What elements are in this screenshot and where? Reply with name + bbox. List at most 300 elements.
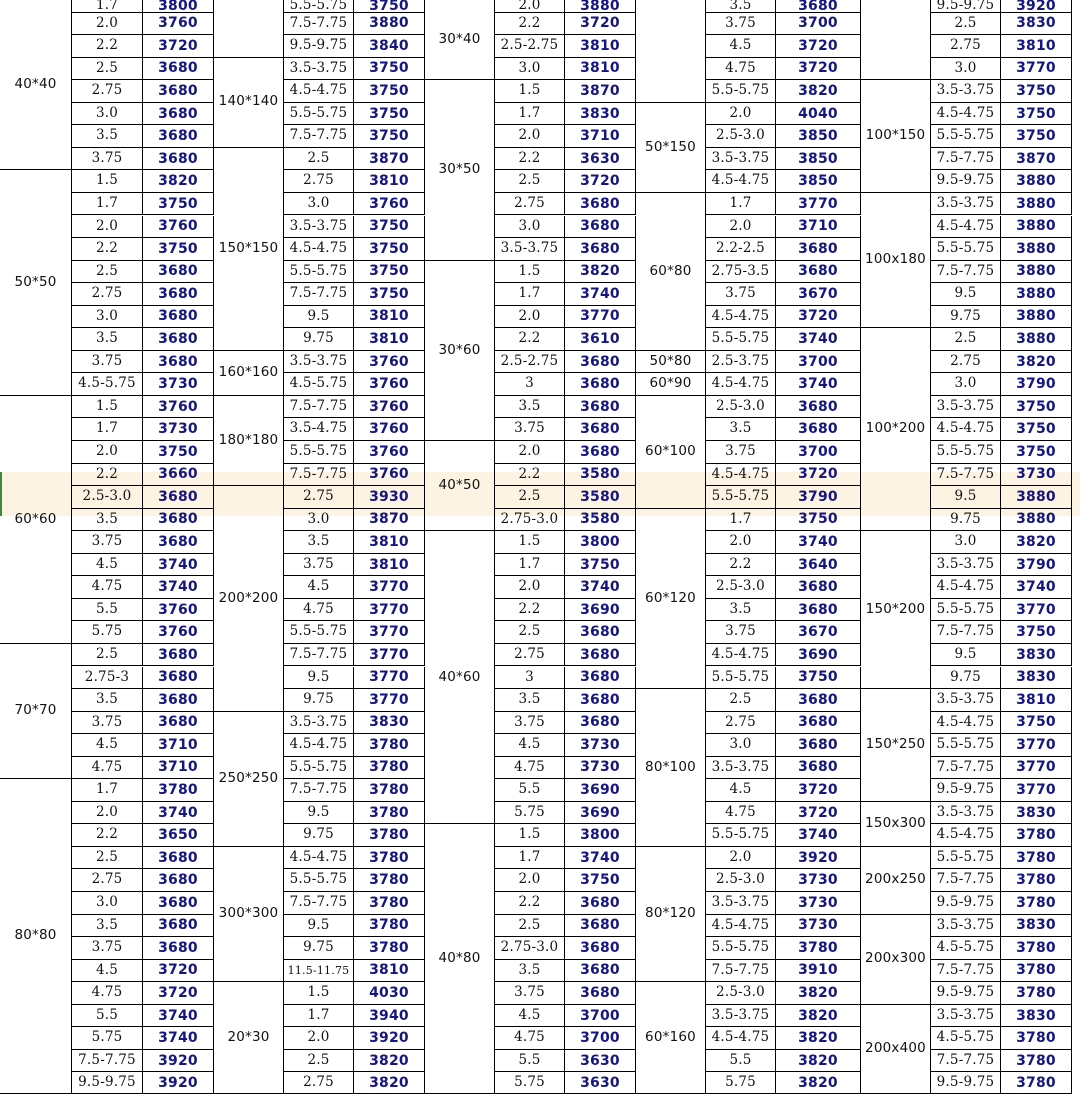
price-cell: 3880 xyxy=(354,13,425,36)
thickness-cell: 3.5-3.75 xyxy=(931,554,1001,577)
thickness-cell: 7.5-7.75 xyxy=(931,464,1001,487)
price-cell: 3580 xyxy=(565,464,636,487)
price-cell: 3700 xyxy=(776,441,861,464)
thickness-cell: 5.5 xyxy=(706,1050,776,1073)
price-cell: 3770 xyxy=(1001,757,1072,780)
price-cell: 3750 xyxy=(354,283,425,306)
price-cell: 3880 xyxy=(1001,486,1072,509)
price-cell: 3780 xyxy=(1001,847,1072,870)
price-cell: 3750 xyxy=(1001,103,1072,126)
thickness-cell: 2.75-3.0 xyxy=(495,937,565,960)
thickness-cell: 2.5-3.0 xyxy=(706,982,776,1005)
price-cell: 3810 xyxy=(1001,689,1072,712)
price-cell: 3740 xyxy=(143,1027,214,1050)
size-cell: 140*140 xyxy=(214,58,284,148)
price-cell: 3680 xyxy=(565,937,636,960)
price-cell: 3680 xyxy=(143,531,214,554)
price-cell: 3740 xyxy=(565,576,636,599)
price-cell: 3750 xyxy=(143,238,214,261)
price-cell: 3780 xyxy=(1001,1027,1072,1050)
price-cell: 3680 xyxy=(776,238,861,261)
thickness-cell: 7.5-7.75 xyxy=(931,148,1001,171)
price-cell: 3820 xyxy=(776,1050,861,1073)
thickness-cell: 3.75 xyxy=(72,937,143,960)
thickness-cell: 3.0 xyxy=(284,509,354,532)
price-cell: 3770 xyxy=(354,667,425,690)
thickness-cell: 2.5 xyxy=(931,328,1001,351)
price-cell: 3810 xyxy=(565,58,636,81)
price-cell: 3680 xyxy=(565,441,636,464)
price-cell: 3690 xyxy=(565,802,636,825)
price-cell: 3690 xyxy=(565,599,636,622)
price-cell: 3750 xyxy=(1001,418,1072,441)
price-cell: 3680 xyxy=(143,351,214,374)
thickness-cell: 9.5-9.75 xyxy=(72,1072,143,1094)
price-cell: 3830 xyxy=(1001,644,1072,667)
thickness-cell: 2.5 xyxy=(72,58,143,81)
thickness-cell: 5.75 xyxy=(706,1072,776,1094)
price-cell: 3720 xyxy=(776,464,861,487)
price-cell: 3680 xyxy=(565,621,636,644)
thickness-cell: 3.5-3.75 xyxy=(931,1005,1001,1028)
price-cell: 3830 xyxy=(565,103,636,126)
thickness-cell: 4.5-4.75 xyxy=(931,418,1001,441)
thickness-cell: 9.75 xyxy=(931,667,1001,690)
price-cell: 3720 xyxy=(143,35,214,58)
thickness-cell: 9.5-9.75 xyxy=(931,170,1001,193)
thickness-cell: 5.5-5.75 xyxy=(706,937,776,960)
thickness-cell: 5.5-5.75 xyxy=(706,486,776,509)
price-cell: 3780 xyxy=(354,847,425,870)
price-cell: 3720 xyxy=(776,35,861,58)
size-cell: 40*80 xyxy=(425,824,495,1094)
thickness-cell: 4.75 xyxy=(72,576,143,599)
price-cell: 3730 xyxy=(776,869,861,892)
thickness-cell: 2.5-3.75 xyxy=(706,351,776,374)
price-cell: 3720 xyxy=(565,13,636,36)
price-cell: 3680 xyxy=(143,103,214,126)
price-cell: 3870 xyxy=(354,148,425,171)
thickness-cell: 1.7 xyxy=(72,0,143,13)
size-cell: 60*120 xyxy=(636,509,706,689)
thickness-cell: 3.0 xyxy=(931,531,1001,554)
price-cell: 3760 xyxy=(354,193,425,216)
thickness-cell: 5.5-5.75 xyxy=(706,80,776,103)
thickness-cell: 2.5 xyxy=(72,261,143,284)
price-cell: 3830 xyxy=(1001,13,1072,36)
thickness-cell: 3.5-3.75 xyxy=(706,148,776,171)
size-cell: 250*250 xyxy=(214,712,284,847)
price-cell: 3770 xyxy=(354,644,425,667)
price-cell: 3820 xyxy=(776,80,861,103)
thickness-cell: 2.0 xyxy=(706,103,776,126)
price-cell: 3760 xyxy=(143,621,214,644)
thickness-cell: 9.5-9.75 xyxy=(931,982,1001,1005)
thickness-cell: 1.7 xyxy=(706,509,776,532)
thickness-cell: 3.75 xyxy=(495,418,565,441)
thickness-cell: 2.75 xyxy=(284,1072,354,1094)
price-cell: 3760 xyxy=(354,464,425,487)
price-cell: 3680 xyxy=(143,915,214,938)
thickness-cell: 4.5-5.75 xyxy=(931,937,1001,960)
thickness-cell: 2.5-3.0 xyxy=(706,396,776,419)
thickness-cell: 4.5-5.75 xyxy=(931,1027,1001,1050)
price-cell: 3680 xyxy=(776,757,861,780)
thickness-cell: 5.5-5.75 xyxy=(931,125,1001,148)
size-cell: 60*90 xyxy=(636,373,706,396)
size-cell xyxy=(861,0,931,80)
size-cell: 100*150 xyxy=(861,80,931,193)
price-cell: 3770 xyxy=(354,576,425,599)
price-cell: 3760 xyxy=(143,396,214,419)
price-cell: 3770 xyxy=(354,689,425,712)
price-cell: 3680 xyxy=(776,576,861,599)
thickness-cell: 4.5-4.75 xyxy=(284,734,354,757)
thickness-cell: 9.75 xyxy=(284,689,354,712)
price-cell: 3780 xyxy=(1001,982,1072,1005)
thickness-cell: 3.0 xyxy=(495,58,565,81)
thickness-cell: 5.5-5.75 xyxy=(284,103,354,126)
price-cell: 3880 xyxy=(1001,283,1072,306)
thickness-cell: 3.5 xyxy=(72,328,143,351)
thickness-cell: 5.5 xyxy=(72,1005,143,1028)
thickness-cell: 2.75 xyxy=(931,351,1001,374)
thickness-cell: 2.0 xyxy=(495,125,565,148)
thickness-cell: 3.75 xyxy=(706,441,776,464)
price-cell: 3780 xyxy=(143,779,214,802)
price-cell: 3690 xyxy=(776,644,861,667)
thickness-cell: 3.5-3.75 xyxy=(931,396,1001,419)
price-cell: 3760 xyxy=(354,441,425,464)
price-cell: 3750 xyxy=(354,58,425,81)
size-cell: 200x250 xyxy=(861,847,931,915)
price-cell: 3680 xyxy=(776,0,861,13)
price-cell: 3740 xyxy=(565,847,636,870)
thickness-cell: 2.5 xyxy=(495,915,565,938)
thickness-cell: 2.0 xyxy=(495,0,565,13)
thickness-cell: 7.5-7.75 xyxy=(284,464,354,487)
thickness-cell: 2.2 xyxy=(495,328,565,351)
price-cell: 3740 xyxy=(565,283,636,306)
price-cell: 3680 xyxy=(565,644,636,667)
thickness-cell: 2.2 xyxy=(495,599,565,622)
thickness-cell: 2.0 xyxy=(72,802,143,825)
price-cell: 3780 xyxy=(354,757,425,780)
thickness-cell: 3.75 xyxy=(72,712,143,735)
price-cell: 3810 xyxy=(354,960,425,983)
thickness-cell: 9.5 xyxy=(284,667,354,690)
thickness-cell: 9.5 xyxy=(284,915,354,938)
price-cell: 3800 xyxy=(143,0,214,13)
thickness-cell: 3.5-3.75 xyxy=(931,193,1001,216)
thickness-cell: 2.5 xyxy=(495,621,565,644)
price-cell: 3720 xyxy=(776,306,861,329)
price-cell: 3680 xyxy=(143,486,214,509)
thickness-cell: 3.75 xyxy=(72,148,143,171)
price-cell: 3770 xyxy=(354,599,425,622)
size-cell: 40*60 xyxy=(425,531,495,824)
thickness-cell: 7.5-7.75 xyxy=(284,125,354,148)
price-cell: 3830 xyxy=(1001,915,1072,938)
thickness-cell: 4.5 xyxy=(72,960,143,983)
price-cell: 3780 xyxy=(1001,937,1072,960)
price-cell: 3780 xyxy=(1001,824,1072,847)
price-cell: 3810 xyxy=(1001,35,1072,58)
size-cell: 30*50 xyxy=(425,80,495,260)
price-cell: 3680 xyxy=(143,937,214,960)
thickness-cell: 5.5-5.75 xyxy=(284,621,354,644)
thickness-cell: 4.5-4.75 xyxy=(284,847,354,870)
thickness-cell: 5.5-5.75 xyxy=(284,0,354,13)
thickness-cell: 3.75 xyxy=(706,283,776,306)
size-cell xyxy=(214,0,284,58)
price-cell: 3810 xyxy=(565,35,636,58)
price-cell: 3880 xyxy=(1001,170,1072,193)
size-cell: 30*60 xyxy=(425,261,495,441)
thickness-cell: 4.5-4.75 xyxy=(706,1027,776,1050)
price-cell: 3770 xyxy=(1001,734,1072,757)
thickness-cell: 2.0 xyxy=(495,306,565,329)
size-cell: 60*60 xyxy=(0,396,72,644)
price-cell: 3680 xyxy=(143,80,214,103)
thickness-cell: 7.5-7.75 xyxy=(931,1050,1001,1073)
price-cell: 3680 xyxy=(143,125,214,148)
price-cell: 3680 xyxy=(143,148,214,171)
thickness-cell: 9.5 xyxy=(284,802,354,825)
thickness-cell: 5.5-5.75 xyxy=(706,824,776,847)
price-cell: 3870 xyxy=(565,80,636,103)
thickness-cell: 4.5-4.75 xyxy=(706,306,776,329)
price-cell: 3780 xyxy=(776,937,861,960)
price-cell: 3680 xyxy=(143,509,214,532)
thickness-cell: 4.5-4.75 xyxy=(706,915,776,938)
size-cell: 60*80 xyxy=(636,193,706,351)
price-cell: 3850 xyxy=(776,125,861,148)
size-cell: 150*250 xyxy=(861,689,931,802)
thickness-cell: 5.5-5.75 xyxy=(284,441,354,464)
price-cell: 3840 xyxy=(354,35,425,58)
price-cell: 3640 xyxy=(776,554,861,577)
price-cell: 3680 xyxy=(143,847,214,870)
thickness-cell: 1.5 xyxy=(495,80,565,103)
thickness-cell: 2.75 xyxy=(706,712,776,735)
price-cell: 3680 xyxy=(776,712,861,735)
price-cell: 3920 xyxy=(776,847,861,870)
thickness-cell: 3.0 xyxy=(72,306,143,329)
thickness-cell: 2.5 xyxy=(284,1050,354,1073)
price-cell: 3750 xyxy=(1001,396,1072,419)
price-cell: 3810 xyxy=(354,328,425,351)
price-cell: 3820 xyxy=(776,1005,861,1028)
price-cell: 3780 xyxy=(1001,869,1072,892)
thickness-cell: 3.75 xyxy=(495,712,565,735)
thickness-cell: 2.75-3.5 xyxy=(706,261,776,284)
price-cell: 3680 xyxy=(143,58,214,81)
price-cell: 3880 xyxy=(1001,328,1072,351)
thickness-cell: 2.2 xyxy=(72,238,143,261)
thickness-cell: 3.5-3.75 xyxy=(706,757,776,780)
price-cell: 3760 xyxy=(354,396,425,419)
thickness-cell: 4.5 xyxy=(72,554,143,577)
thickness-cell: 2.2 xyxy=(495,464,565,487)
thickness-cell: 3.5-3.75 xyxy=(931,80,1001,103)
price-cell: 3810 xyxy=(354,554,425,577)
thickness-cell: 2.2 xyxy=(706,554,776,577)
thickness-cell: 3.75 xyxy=(706,13,776,36)
price-cell: 3940 xyxy=(354,1005,425,1028)
thickness-cell: 3.5 xyxy=(284,531,354,554)
price-cell: 3680 xyxy=(143,283,214,306)
price-cell: 3820 xyxy=(1001,531,1072,554)
price-cell: 3630 xyxy=(565,1050,636,1073)
thickness-cell: 4.5-4.75 xyxy=(706,170,776,193)
thickness-cell: 4.75 xyxy=(495,1027,565,1050)
thickness-cell: 9.5 xyxy=(931,644,1001,667)
price-cell: 3810 xyxy=(354,170,425,193)
thickness-cell: 1.5 xyxy=(72,170,143,193)
thickness-cell: 3.5 xyxy=(706,0,776,13)
thickness-cell: 2.5 xyxy=(706,689,776,712)
thickness-cell: 4.5-5.75 xyxy=(72,373,143,396)
price-cell: 3680 xyxy=(143,644,214,667)
price-cell: 3740 xyxy=(1001,576,1072,599)
price-cell: 3740 xyxy=(143,802,214,825)
size-cell: 160*160 xyxy=(214,351,284,396)
thickness-cell: 3.5 xyxy=(495,689,565,712)
price-cell: 3740 xyxy=(776,824,861,847)
thickness-cell: 5.75 xyxy=(72,621,143,644)
thickness-cell: 2.0 xyxy=(72,13,143,36)
thickness-cell: 2.0 xyxy=(706,847,776,870)
price-cell: 3680 xyxy=(565,238,636,261)
size-cell: 200x300 xyxy=(861,915,931,1005)
thickness-cell: 3.5-3.75 xyxy=(284,216,354,239)
price-cell: 3750 xyxy=(354,103,425,126)
thickness-cell: 1.7 xyxy=(72,418,143,441)
thickness-cell: 1.7 xyxy=(72,779,143,802)
size-cell xyxy=(636,0,706,103)
price-cell: 3910 xyxy=(776,960,861,983)
price-cell: 3730 xyxy=(776,892,861,915)
thickness-cell: 3.0 xyxy=(72,892,143,915)
price-cell: 3770 xyxy=(776,193,861,216)
price-cell: 3680 xyxy=(143,689,214,712)
size-cell: 200x400 xyxy=(861,1005,931,1094)
thickness-cell: 2.2 xyxy=(72,824,143,847)
size-cell: 150x300 xyxy=(861,802,931,847)
price-cell: 3680 xyxy=(565,667,636,690)
price-cell: 3710 xyxy=(565,125,636,148)
price-cell: 3800 xyxy=(565,824,636,847)
thickness-cell: 7.5-7.75 xyxy=(931,960,1001,983)
thickness-cell: 2.2 xyxy=(495,892,565,915)
price-cell: 3680 xyxy=(143,261,214,284)
thickness-cell: 3.5-3.75 xyxy=(706,1005,776,1028)
price-cell: 3820 xyxy=(354,1072,425,1094)
price-cell: 3780 xyxy=(1001,1072,1072,1094)
price-cell: 3750 xyxy=(565,869,636,892)
price-cell: 3750 xyxy=(354,261,425,284)
price-cell: 3720 xyxy=(776,779,861,802)
thickness-cell: 2.75 xyxy=(284,170,354,193)
price-cell: 3690 xyxy=(565,779,636,802)
thickness-cell: 5.5-5.75 xyxy=(284,869,354,892)
price-cell: 4040 xyxy=(776,103,861,126)
thickness-cell: 3 xyxy=(495,373,565,396)
thickness-cell: 2.5 xyxy=(495,486,565,509)
thickness-cell: 3.5-3.75 xyxy=(284,712,354,735)
thickness-cell: 9.75 xyxy=(284,937,354,960)
thickness-cell: 4.5-4.75 xyxy=(284,238,354,261)
thickness-cell: 5.5-5.75 xyxy=(931,441,1001,464)
price-cell: 3680 xyxy=(776,396,861,419)
thickness-cell: 4.5-4.75 xyxy=(706,373,776,396)
thickness-cell: 3.5 xyxy=(706,599,776,622)
price-cell: 3880 xyxy=(1001,261,1072,284)
thickness-cell: 1.7 xyxy=(284,1005,354,1028)
size-cell: 100x180 xyxy=(861,193,931,328)
thickness-cell: 3.5-3.75 xyxy=(284,58,354,81)
price-cell: 3780 xyxy=(1001,892,1072,915)
thickness-cell: 5.5-5.75 xyxy=(706,667,776,690)
thickness-cell: 11.5-11.75 xyxy=(284,960,354,983)
price-cell: 3780 xyxy=(354,869,425,892)
size-cell: 50*50 xyxy=(0,170,72,396)
price-cell: 3750 xyxy=(1001,621,1072,644)
price-cell: 3770 xyxy=(565,306,636,329)
price-cell: 3680 xyxy=(143,892,214,915)
thickness-cell: 4.5 xyxy=(706,779,776,802)
size-cell: 50*80 xyxy=(636,351,706,374)
price-cell: 3770 xyxy=(1001,779,1072,802)
thickness-cell: 2.75-3.0 xyxy=(495,509,565,532)
thickness-cell: 5.75 xyxy=(495,1072,565,1094)
price-cell: 3750 xyxy=(776,667,861,690)
thickness-cell: 4.75 xyxy=(72,982,143,1005)
price-cell: 3700 xyxy=(776,351,861,374)
size-cell: 80*100 xyxy=(636,689,706,847)
thickness-cell: 1.7 xyxy=(495,103,565,126)
thickness-cell: 4.5 xyxy=(706,35,776,58)
price-cell: 3770 xyxy=(354,621,425,644)
thickness-cell: 2.75 xyxy=(284,486,354,509)
price-cell: 3630 xyxy=(565,148,636,171)
thickness-cell: 1.7 xyxy=(72,193,143,216)
size-cell: 200*200 xyxy=(214,486,284,712)
price-cell: 3750 xyxy=(354,80,425,103)
thickness-cell: 3 xyxy=(495,667,565,690)
size-cell: 40*40 xyxy=(0,0,72,170)
price-cell: 3740 xyxy=(776,531,861,554)
price-cell: 3830 xyxy=(354,712,425,735)
price-cell: 3750 xyxy=(1001,125,1072,148)
thickness-cell: 5.5-5.75 xyxy=(931,238,1001,261)
price-cell: 3720 xyxy=(143,982,214,1005)
thickness-cell: 3.0 xyxy=(72,103,143,126)
price-cell: 3750 xyxy=(143,193,214,216)
price-cell: 3710 xyxy=(143,734,214,757)
price-cell: 3670 xyxy=(776,621,861,644)
thickness-cell: 7.5-7.75 xyxy=(931,757,1001,780)
price-cell: 3750 xyxy=(1001,80,1072,103)
price-cell: 3630 xyxy=(565,1072,636,1094)
size-cell: 80*80 xyxy=(0,779,72,1094)
thickness-cell: 2.5 xyxy=(72,847,143,870)
thickness-cell: 1.7 xyxy=(495,847,565,870)
size-cell: 150*200 xyxy=(861,531,931,689)
thickness-cell: 2.2 xyxy=(72,464,143,487)
thickness-cell: 9.5 xyxy=(284,306,354,329)
